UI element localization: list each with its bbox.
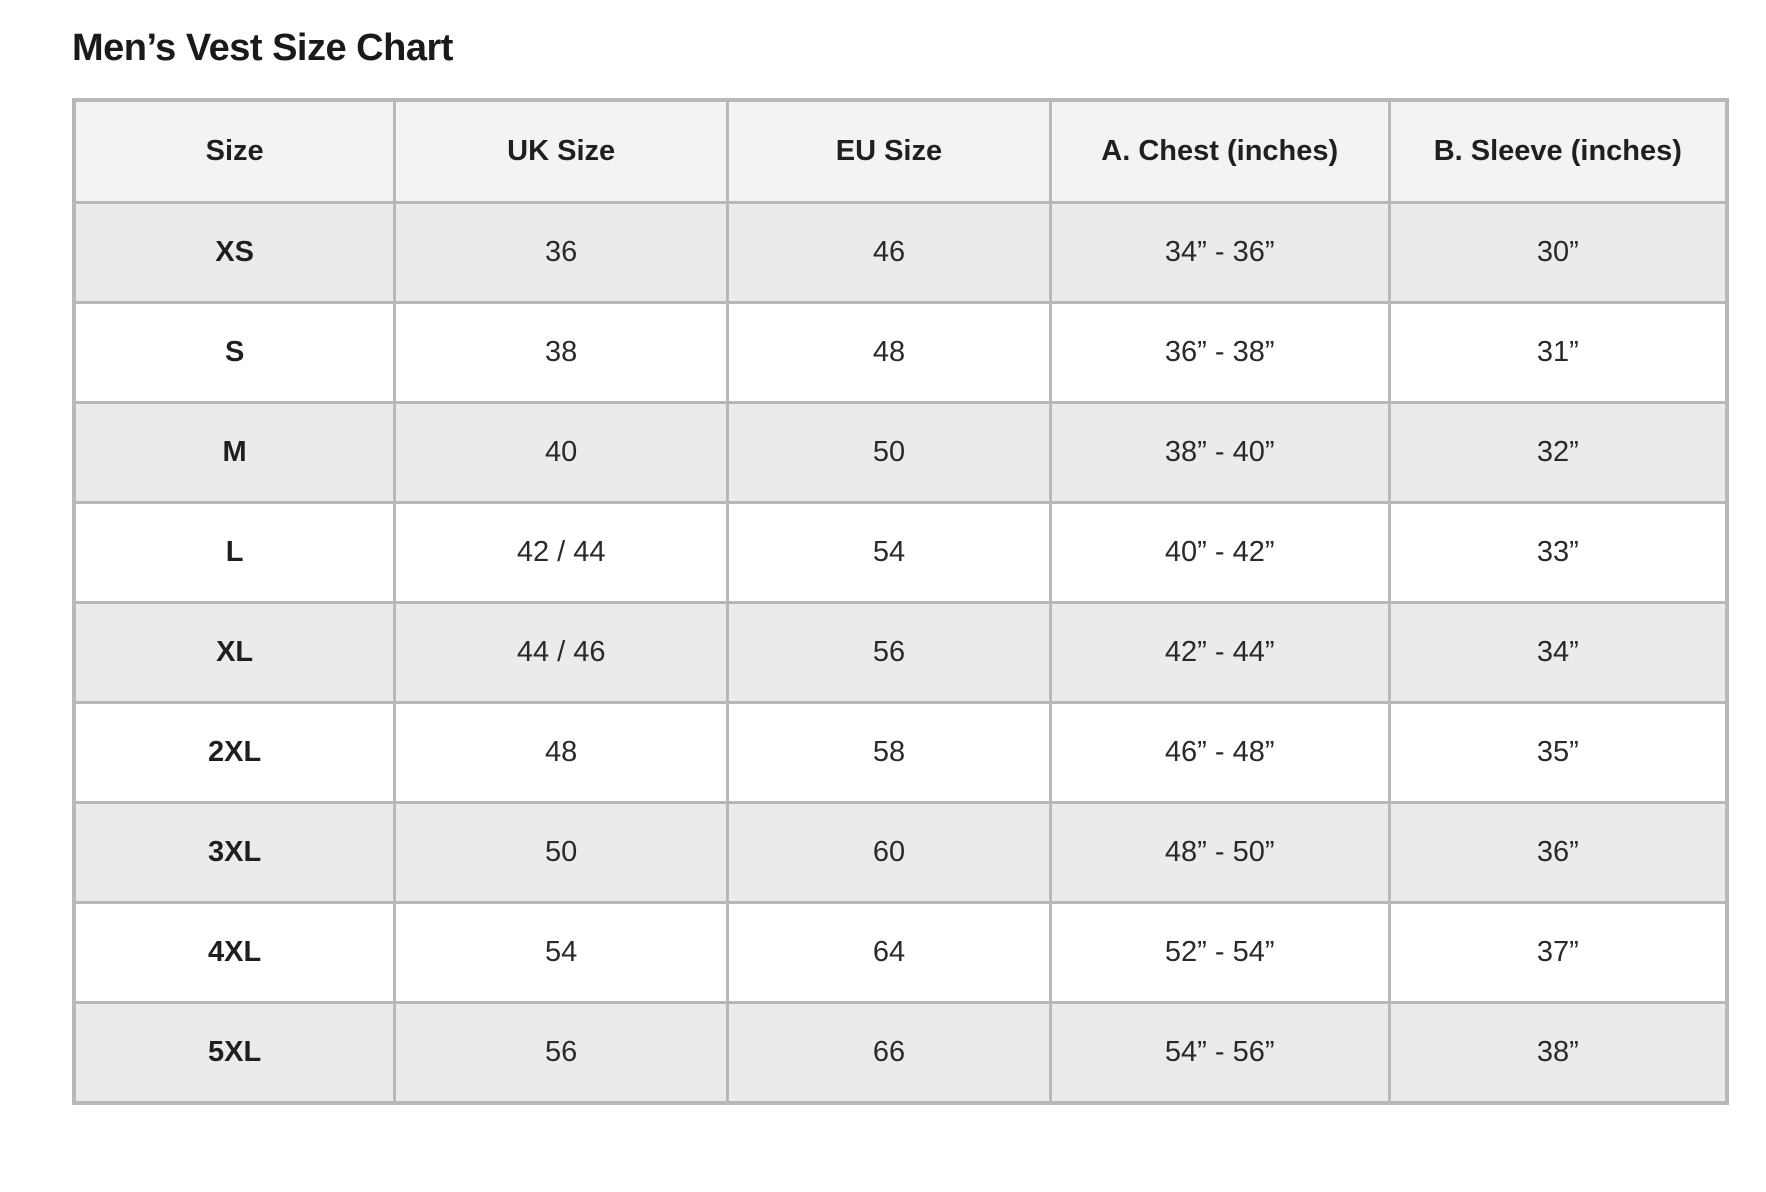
eu-size-cell: 56: [728, 603, 1051, 703]
uk-size-cell: 56: [395, 1003, 728, 1104]
size-cell: L: [74, 503, 395, 603]
header-uk-size: UK Size: [395, 100, 728, 203]
eu-size-cell: 66: [728, 1003, 1051, 1104]
eu-size-cell: 60: [728, 803, 1051, 903]
chest-cell: 52” - 54”: [1050, 903, 1389, 1003]
table-row: [74, 603, 1727, 703]
header-eu-size: EU Size: [728, 100, 1051, 203]
size-cell: 2XL: [74, 703, 395, 803]
size-cell: XS: [74, 203, 395, 303]
uk-size-cell: 50: [395, 803, 728, 903]
sleeve-cell: 38”: [1389, 1003, 1727, 1104]
uk-size-cell: 44 / 46: [395, 603, 728, 703]
header-size: Size: [74, 100, 395, 203]
size-cell: M: [74, 403, 395, 503]
size-cell: 4XL: [74, 903, 395, 1003]
chest-cell: 34” - 36”: [1050, 203, 1389, 303]
table-header: [74, 100, 1727, 203]
chest-cell: 36” - 38”: [1050, 303, 1389, 403]
uk-size-cell: 38: [395, 303, 728, 403]
chest-cell: 54” - 56”: [1050, 1003, 1389, 1104]
eu-size-cell: 48: [728, 303, 1051, 403]
page-title: Men’s Vest Size Chart: [72, 27, 453, 69]
eu-size-cell: 54: [728, 503, 1051, 603]
chest-cell: 40” - 42”: [1050, 503, 1389, 603]
table-row: [74, 1003, 1727, 1104]
uk-size-cell: 36: [395, 203, 728, 303]
uk-size-cell: 42 / 44: [395, 503, 728, 603]
chest-cell: 38” - 40”: [1050, 403, 1389, 503]
chest-cell: 42” - 44”: [1050, 603, 1389, 703]
table-row: [74, 803, 1727, 903]
uk-size-cell: 54: [395, 903, 728, 1003]
table-row: [74, 203, 1727, 303]
header-chest: A. Chest (inches): [1050, 100, 1389, 203]
sleeve-cell: 36”: [1389, 803, 1727, 903]
sleeve-cell: 33”: [1389, 503, 1727, 603]
size-cell: 5XL: [74, 1003, 395, 1104]
chest-cell: 48” - 50”: [1050, 803, 1389, 903]
table-body: [74, 203, 1727, 1104]
eu-size-cell: 46: [728, 203, 1051, 303]
table-row: [74, 703, 1727, 803]
header-sleeve: B. Sleeve (inches): [1389, 100, 1727, 203]
size-cell: XL: [74, 603, 395, 703]
table-row: [74, 503, 1727, 603]
size-cell: 3XL: [74, 803, 395, 903]
sleeve-cell: 35”: [1389, 703, 1727, 803]
size-chart-table: [72, 98, 1729, 1105]
sleeve-cell: 30”: [1389, 203, 1727, 303]
header-row: [74, 100, 1727, 203]
size-cell: S: [74, 303, 395, 403]
sleeve-cell: 32”: [1389, 403, 1727, 503]
chest-cell: 46” - 48”: [1050, 703, 1389, 803]
eu-size-cell: 50: [728, 403, 1051, 503]
table-row: [74, 303, 1727, 403]
table-row: [74, 903, 1727, 1003]
sleeve-cell: 37”: [1389, 903, 1727, 1003]
sleeve-cell: 31”: [1389, 303, 1727, 403]
eu-size-cell: 58: [728, 703, 1051, 803]
eu-size-cell: 64: [728, 903, 1051, 1003]
sleeve-cell: 34”: [1389, 603, 1727, 703]
uk-size-cell: 40: [395, 403, 728, 503]
uk-size-cell: 48: [395, 703, 728, 803]
table-row: [74, 403, 1727, 503]
